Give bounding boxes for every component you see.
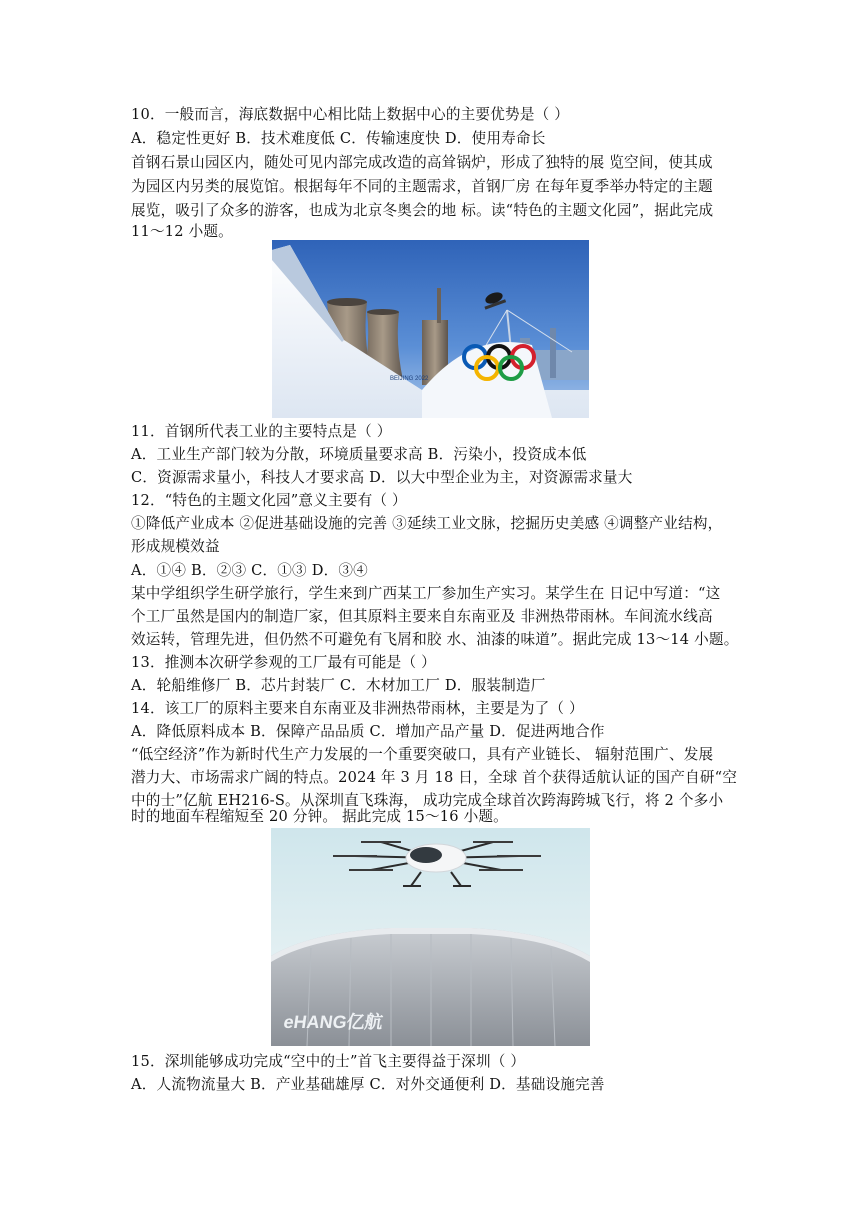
passage-low-altitude-line-1: “低空经济”作为新时代生产力发展的一个重要突破口，具有产业链长、 辐射范围广、发展 xyxy=(131,746,714,763)
passage-low-altitude-line-2: 潜力大、市场需求广阔的特点。2024 年 3 月 18 日，全球 首个获得适航认证的国产自研“空 xyxy=(131,769,738,786)
question-12: 12．“特色的主题文化园”意义主要有（ ） xyxy=(131,492,407,509)
question-14-options: A．降低原料成本 B．保障产品品质 C．增加产品产量 D．促进两地合作 xyxy=(131,723,605,740)
question-10-options: A．稳定性更好 B．技术难度低 C．传输速度快 D．使用寿命长 xyxy=(131,130,546,147)
question-10: 10．一般而言，海底数据中心相比陆上数据中心的主要优势是（ ） xyxy=(131,106,570,123)
passage-shougang-line-4: 11～12 小题。 xyxy=(131,223,233,240)
passage-factory-line-3: 效运转，管理先进，但仍然不可避免有飞屑和胶 水、油漆的味道”。据此完成 13～14 小题。 xyxy=(131,631,739,648)
beijing-2022-logo-text: BEIJING 2022 xyxy=(390,376,429,382)
question-15-options: A．人流物流量大 B．产业基础雄厚 C．对外交通便利 D．基础设施完善 xyxy=(131,1076,605,1093)
passage-factory-line-1: 某中学组织学生研学旅行，学生来到广西某工厂参加生产实习。某学生在 日记中写道：“这 xyxy=(131,585,721,602)
question-11: 11．首钢所代表工业的主要特点是（ ） xyxy=(131,423,392,440)
passage-low-altitude-line-4: 时的地面车程缩短至 20 分钟。 据此完成 15～16 小题。 xyxy=(131,808,508,825)
question-12-options: A．①④ B．②③ C．①③ D．③④ xyxy=(131,562,368,579)
question-11-options-ab: A．工业生产部门较为分散，环境质量要求高 B．污染小，投资成本低 xyxy=(131,446,587,463)
passage-shougang-line-1: 首钢石景山园区内，随处可见内部完成改造的高耸锅炉，形成了独特的展 览空间，使其成 xyxy=(131,154,713,171)
question-13-options: A．轮船维修厂 B．芯片封装厂 C．木材加工厂 D．服装制造厂 xyxy=(131,677,546,694)
ehang-drone-photo xyxy=(271,828,590,1046)
question-15: 15．深圳能够成功完成“空中的士”首飞主要得益于深圳（ ） xyxy=(131,1053,526,1070)
passage-shougang-line-2: 为园区内另类的展览馆。根据每年不同的主题需求，首钢厂房 在每年夏季举办特定的主题 xyxy=(131,178,713,195)
ehang-logo-text: eHANG亿航 xyxy=(282,1012,385,1032)
question-13: 13．推测本次研学参观的工厂最有可能是（ ） xyxy=(131,654,436,671)
question-12-statements-line-2: 形成规模效益 xyxy=(131,538,220,555)
question-12-statements-line-1: ①降低产业成本 ②促进基础设施的完善 ③延续工业文脉，挖掘历史美感 ④调整产业结构， xyxy=(131,515,723,532)
question-14: 14．该工厂的原料主要来自东南亚及非洲热带雨林，主要是为了（ ） xyxy=(131,700,584,717)
question-11-options-cd: C．资源需求量小，科技人才要求高 D．以大中型企业为主，对资源需求量大 xyxy=(131,469,633,486)
passage-factory-line-2: 个工厂虽然是国内的制造厂家，但其原料主要来自东南亚及 非洲热带雨林。车间流水线高 xyxy=(131,608,713,625)
big-air-shougang-photo xyxy=(272,240,589,418)
passage-low-altitude-line-3: 中的士”亿航 EH216-S。从深圳直飞珠海， 成功完成全球首次跨海跨城飞行，将 2 个多小 xyxy=(131,792,724,809)
passage-shougang-line-3: 展览，吸引了众多的游客，也成为北京冬奥会的地 标。读“特色的主题文化园”，据此完成 xyxy=(131,202,714,219)
